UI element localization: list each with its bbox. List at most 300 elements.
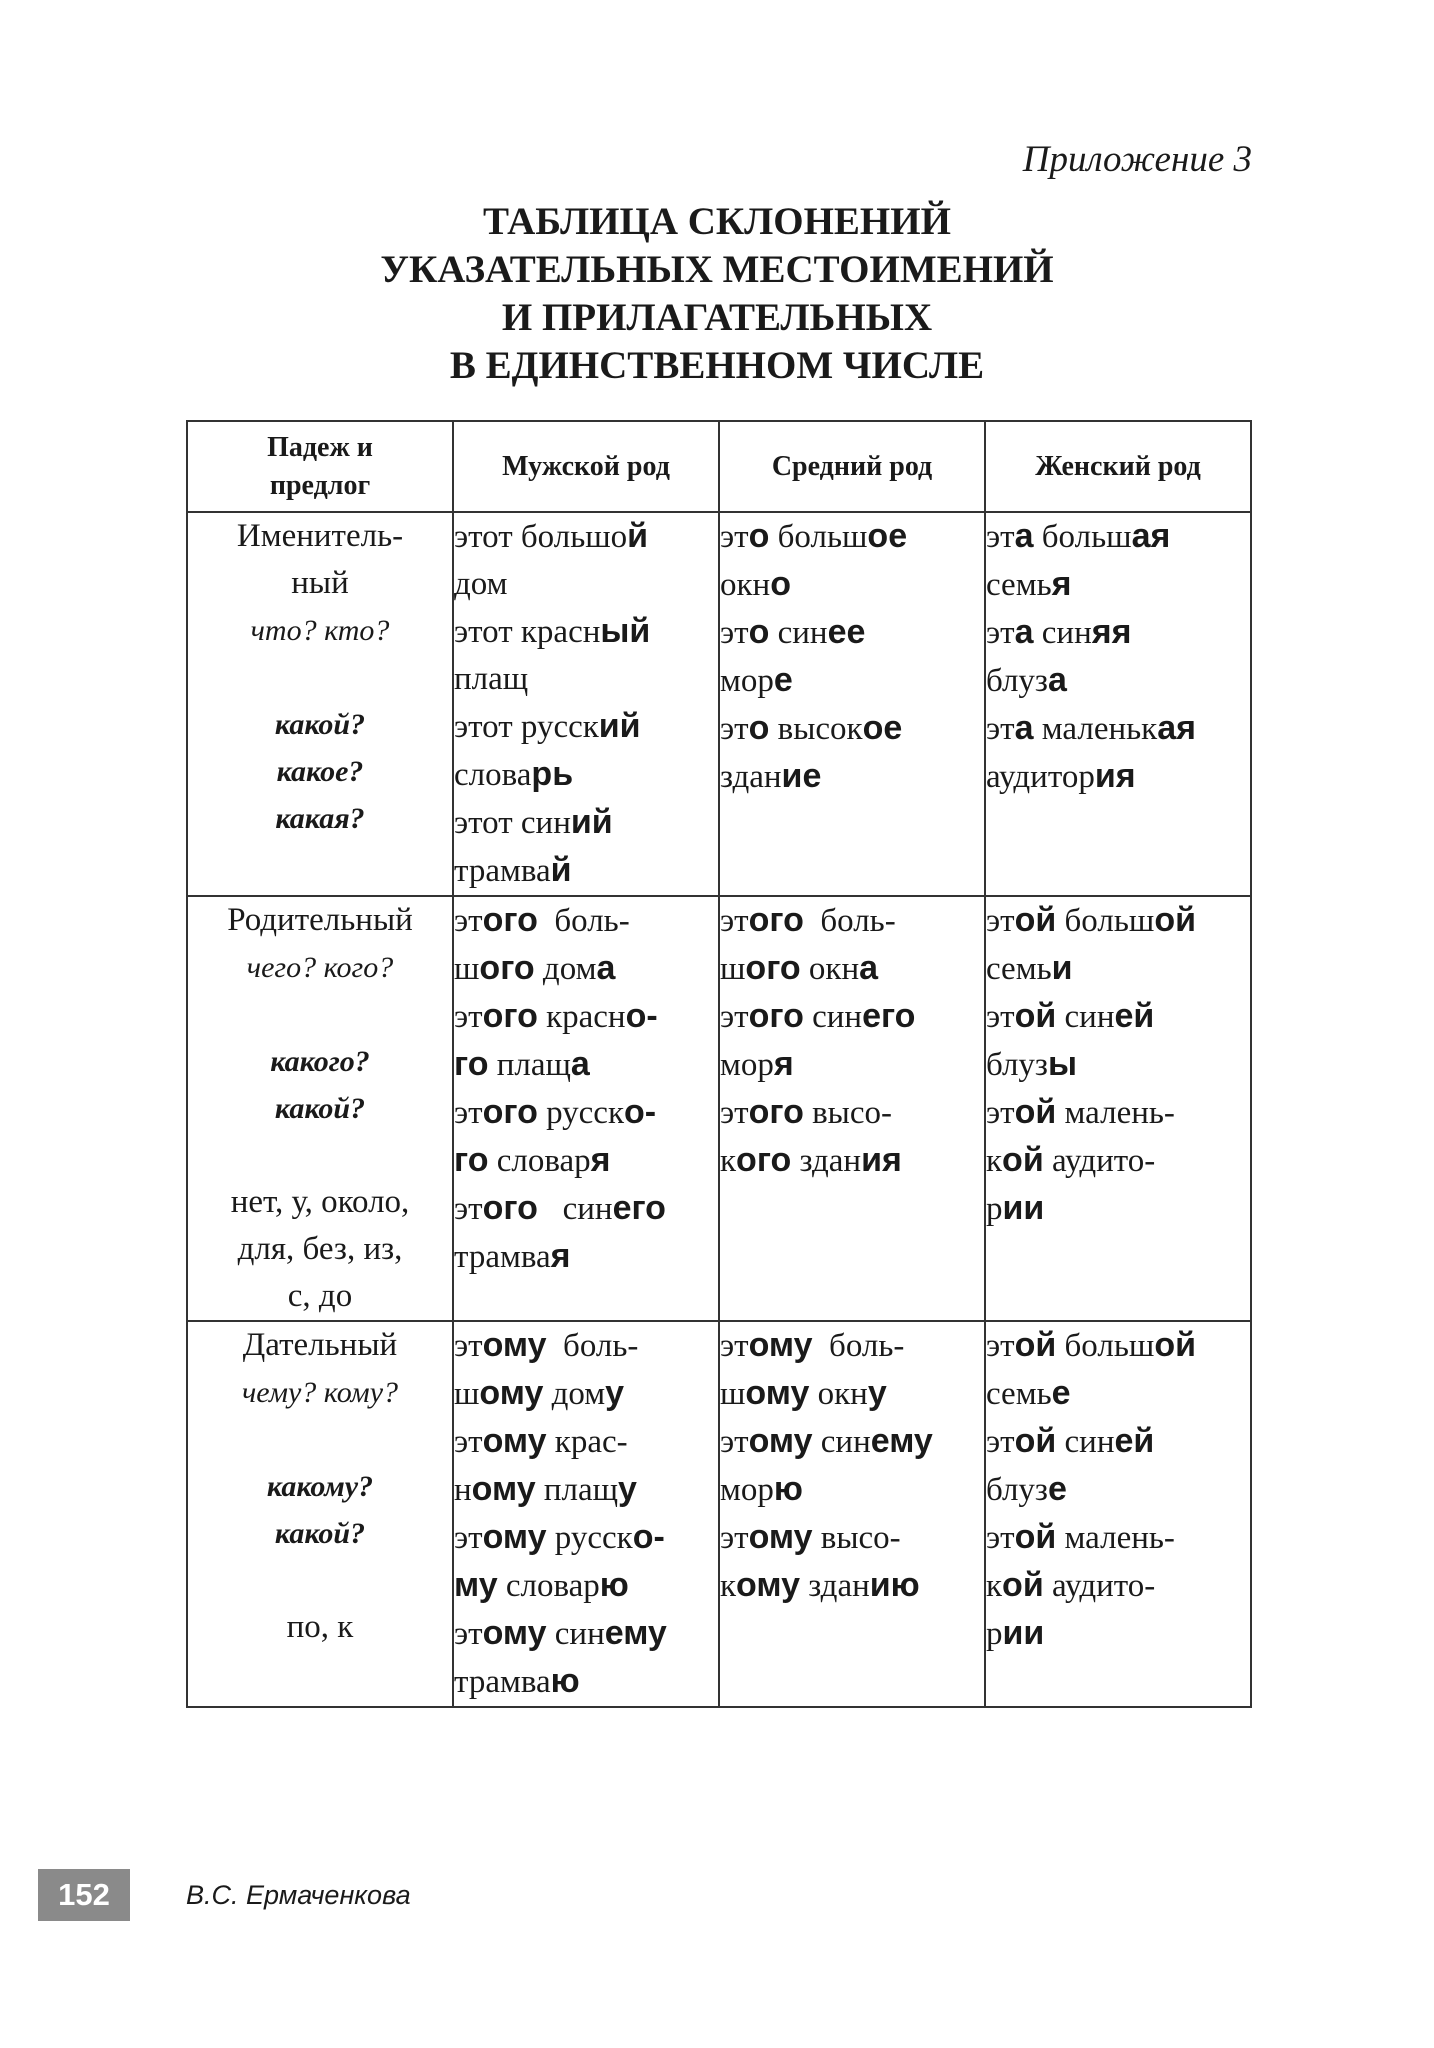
ending-segment: у (867, 1374, 887, 1412)
stem-segment: эт (720, 1095, 749, 1131)
ending-segment: ому (482, 1614, 547, 1652)
ending-segment: у (618, 1470, 637, 1508)
ending-segment: ии (1002, 1189, 1045, 1227)
ending-segment: ой (1014, 1093, 1057, 1131)
ending-segment: ое (867, 517, 908, 555)
stem-segment: плащ (535, 1472, 619, 1508)
form-line (986, 753, 1250, 801)
form-line (454, 1089, 718, 1137)
case-line: по, к (286, 1609, 354, 1645)
case-cell (187, 896, 453, 1321)
stem-segment: эт (720, 999, 749, 1035)
ending-segment: й (627, 517, 649, 555)
ending-segment: му (454, 1566, 498, 1604)
stem-segment: эт (720, 615, 749, 651)
stem-segment: этот русск (454, 709, 599, 745)
stem-segment: здан (791, 1143, 862, 1179)
stem-segment: малень- (1056, 1095, 1175, 1131)
stem-segment: аудитор (986, 759, 1095, 795)
case-line: Родительный (227, 902, 413, 938)
ending-segment: ого (482, 1189, 538, 1227)
stem-segment: ш (454, 1376, 480, 1412)
stem-segment: син (1033, 615, 1092, 651)
ending-segment: ой (1014, 1422, 1057, 1460)
form-line (986, 897, 1250, 945)
stem-segment: трамва (454, 853, 551, 889)
ending-segment: яя (1091, 613, 1132, 651)
stem-segment: эт (986, 1328, 1015, 1364)
case-spacer (188, 1557, 452, 1604)
ending-segment: о- (632, 1518, 665, 1556)
ending-segment: ие (781, 757, 822, 795)
title-line: ТАБЛИЦА СКЛОНЕНИЙ (483, 200, 951, 243)
stem-segment: эт (986, 999, 1015, 1035)
ending-segment: а (1014, 517, 1034, 555)
ending-segment: ой (1014, 1326, 1057, 1364)
ending-segment: ого (745, 949, 801, 987)
declension-table (186, 420, 1252, 1708)
form-line (720, 1089, 984, 1137)
ending-segment: о (748, 709, 770, 747)
stem-segment: этот син (454, 805, 571, 841)
ending-segment: ому (482, 1422, 547, 1460)
stem-segment: син (803, 999, 863, 1035)
ending-segment: е (1051, 1374, 1071, 1412)
form-line (720, 945, 984, 993)
form-line (720, 1137, 984, 1185)
ending-segment: ию (869, 1566, 920, 1604)
form-line (454, 561, 718, 608)
form-line (720, 1041, 984, 1089)
form-line (986, 1370, 1250, 1418)
masculine-forms-cell (453, 512, 719, 896)
form-line (454, 1185, 718, 1233)
ending-segment: ому (482, 1326, 547, 1364)
form-line (454, 1041, 718, 1089)
stem-segment: больш (1033, 519, 1132, 555)
header-case-line: Падеж и (267, 431, 373, 463)
table-header-row (187, 421, 1251, 512)
ending-segment: а (596, 949, 616, 987)
ending-segment: ой (1154, 901, 1196, 939)
ending-segment: ому (482, 1518, 547, 1556)
ending-segment: ому (479, 1374, 544, 1412)
stem-segment: эт (986, 1520, 1015, 1556)
ending-segment: го (454, 1045, 489, 1083)
form-line (986, 1610, 1250, 1658)
stem-segment: красн (537, 999, 626, 1035)
case-line: Именитель- (236, 518, 404, 554)
stem-segment: к (986, 1568, 1003, 1604)
form-line (454, 1658, 718, 1706)
ending-segment: ого (479, 949, 535, 987)
form-line (454, 847, 718, 895)
stem-segment: плащ (488, 1047, 571, 1083)
title-line: И ПРИЛАГАТЕЛЬНЫХ (501, 296, 933, 339)
ending-segment: ы (1047, 1045, 1078, 1083)
form-line (720, 897, 984, 945)
ending-segment: его (612, 1189, 666, 1227)
ending-segment: я (550, 1237, 571, 1275)
stem-segment: ш (720, 951, 746, 987)
form-line (986, 1514, 1250, 1562)
neuter-forms-cell (719, 512, 985, 896)
ending-segment: ого (748, 1093, 804, 1131)
ending-segment: ого (482, 901, 538, 939)
case-line: какой? (274, 1517, 366, 1550)
ending-segment: ого (482, 1093, 538, 1131)
form-line (720, 705, 984, 753)
case-line: для, без, из, (237, 1231, 403, 1267)
ending-segment: ое (862, 709, 903, 747)
form-line (986, 1137, 1250, 1185)
form-line (986, 1466, 1250, 1514)
page-number: 152 (38, 1869, 130, 1921)
form-line (454, 1610, 718, 1658)
ending-segment: ому (745, 1374, 810, 1412)
form-line (720, 1514, 984, 1562)
form-line (986, 513, 1250, 561)
stem-segment: семь (986, 1376, 1052, 1412)
form-line (454, 945, 718, 993)
stem-segment: эт (986, 711, 1015, 747)
ending-segment: ю (599, 1566, 629, 1604)
stem-segment: боль- (537, 903, 630, 939)
form-line (986, 1185, 1250, 1233)
form-line (720, 513, 984, 561)
feminine-forms-cell (985, 512, 1251, 896)
header-case (187, 421, 453, 512)
ending-segment: ой (1014, 997, 1057, 1035)
feminine-forms-cell (985, 1321, 1251, 1707)
stem-segment: аудито- (1043, 1568, 1156, 1604)
title-line: УКАЗАТЕЛЬНЫХ МЕСТОИМЕНИЙ (380, 248, 1054, 291)
header-case-line: предлог (269, 469, 371, 501)
stem-segment: окн (720, 567, 771, 603)
stem-segment: эт (986, 615, 1015, 651)
stem-segment: к (986, 1143, 1003, 1179)
ending-segment: а (1014, 709, 1034, 747)
stem-segment: боль- (546, 1328, 639, 1364)
stem-segment: дом (534, 951, 597, 987)
stem-segment: крас- (546, 1424, 628, 1460)
ending-segment: я (773, 1045, 794, 1083)
stem-segment: эт (454, 1328, 483, 1364)
stem-segment: трамва (454, 1239, 551, 1275)
stem-segment: слова (454, 757, 532, 793)
ending-segment: о (748, 517, 770, 555)
form-line (454, 751, 718, 799)
neuter-forms-cell (719, 1321, 985, 1707)
case-line: какого? (270, 1045, 370, 1078)
stem-segment: р (986, 1191, 1003, 1227)
form-line (720, 753, 984, 801)
ending-segment: го (454, 1141, 489, 1179)
form-line (986, 1418, 1250, 1466)
stem-segment: син (1056, 999, 1115, 1035)
form-line (720, 609, 984, 657)
stem-segment: окн (809, 1376, 868, 1412)
form-line (454, 656, 718, 703)
stem-segment: эт (454, 1095, 483, 1131)
stem-segment: окн (800, 951, 860, 987)
stem-segment: эт (454, 1191, 483, 1227)
case-line: нет, у, около, (230, 1184, 410, 1220)
ending-segment: а (1014, 613, 1034, 651)
ending-segment: ой (1002, 1141, 1044, 1179)
ending-segment: и (1051, 949, 1073, 987)
case-line: ный (291, 565, 349, 601)
stem-segment: мор (720, 663, 774, 699)
form-line (720, 993, 984, 1041)
stem-segment: малень- (1056, 1520, 1175, 1556)
ending-segment: о (748, 613, 770, 651)
stem-segment: эт (454, 999, 483, 1035)
stem-segment: больш (1056, 1328, 1155, 1364)
stem-segment: эт (986, 519, 1015, 555)
ending-segment: ю (550, 1662, 580, 1700)
header-feminine: Женский род (985, 421, 1251, 512)
form-line (454, 608, 718, 656)
ending-segment: ия (861, 1141, 902, 1179)
form-line (720, 1418, 984, 1466)
form-line (986, 561, 1250, 609)
case-line: какое? (276, 755, 364, 788)
stem-segment: маленьк (1033, 711, 1158, 747)
ending-segment: ей (1114, 997, 1155, 1035)
case-line: с, до (287, 1278, 353, 1314)
ending-segment: о- (624, 1093, 657, 1131)
stem-segment: русск (546, 1520, 633, 1556)
stem-segment: эт (986, 903, 1015, 939)
stem-segment: син (537, 1191, 613, 1227)
header-masculine: Мужской род (453, 421, 719, 512)
case-spacer (188, 654, 452, 701)
masculine-forms-cell (453, 1321, 719, 1707)
header-neuter: Средний род (719, 421, 985, 512)
stem-segment: эт (454, 1520, 483, 1556)
case-line: какой? (274, 1092, 366, 1125)
appendix-label: Приложение 3 (1022, 139, 1252, 180)
stem-segment: трамва (454, 1664, 551, 1700)
stem-segment: высо- (812, 1520, 901, 1556)
ending-segment: ый (600, 612, 651, 650)
stem-segment: ш (454, 951, 480, 987)
stem-segment: син (769, 615, 828, 651)
ending-segment: ий (570, 803, 613, 841)
form-line (720, 1322, 984, 1370)
form-line (454, 1137, 718, 1185)
case-line: Дательный (242, 1327, 398, 1363)
stem-segment: эт (454, 1616, 483, 1652)
form-line (720, 561, 984, 609)
ending-segment: ому (748, 1518, 813, 1556)
stem-segment: син (546, 1616, 605, 1652)
stem-segment: эт (720, 519, 749, 555)
stem-segment: н (454, 1472, 472, 1508)
stem-segment: к (720, 1143, 737, 1179)
ending-segment: ой (1002, 1566, 1044, 1604)
ending-segment: о- (625, 997, 658, 1035)
form-line (454, 1233, 718, 1281)
author-name: В.С. Ермаченкова (186, 1880, 411, 1910)
ending-segment: ю (773, 1470, 803, 1508)
stem-segment: словар (488, 1143, 591, 1179)
stem-segment: эт (986, 1095, 1015, 1131)
form-line (454, 1370, 718, 1418)
form-line (720, 657, 984, 705)
stem-segment: мор (720, 1472, 774, 1508)
neuter-forms-cell (719, 896, 985, 1321)
form-line (720, 1562, 984, 1610)
form-line (454, 1418, 718, 1466)
stem-segment: высо- (803, 1095, 892, 1131)
stem-segment: син (1056, 1424, 1115, 1460)
case-spacer (188, 1132, 452, 1179)
stem-segment: эт (454, 1424, 483, 1460)
form-line (720, 1466, 984, 1514)
form-line (986, 1041, 1250, 1089)
stem-segment: боль- (812, 1328, 905, 1364)
stem-segment: дом (454, 566, 508, 602)
stem-segment: блуз (986, 663, 1048, 699)
ending-segment: а (859, 949, 879, 987)
form-line (454, 897, 718, 945)
stem-segment: эт (720, 1328, 749, 1364)
case-line: чему? кому? (241, 1376, 399, 1409)
ending-segment: его (862, 997, 916, 1035)
table-row (187, 1321, 1251, 1707)
form-line (454, 703, 718, 751)
ending-segment: ему (870, 1422, 933, 1460)
stem-segment: этот большо (454, 519, 628, 555)
ending-segment: ому (471, 1470, 536, 1508)
stem-segment: эт (454, 903, 483, 939)
stem-segment: этот красн (454, 614, 601, 650)
form-line (986, 1562, 1250, 1610)
stem-segment: плащ (454, 661, 529, 697)
ending-segment: о (770, 565, 791, 603)
ending-segment: ему (604, 1614, 667, 1652)
stem-segment: здан (799, 1568, 870, 1604)
ending-segment: ому (748, 1422, 813, 1460)
ending-segment: я (1051, 565, 1072, 603)
ending-segment: ии (1002, 1614, 1045, 1652)
stem-segment: син (812, 1424, 871, 1460)
ending-segment: ия (1094, 757, 1136, 795)
ending-segment: е (1047, 1470, 1067, 1508)
ending-segment: й (550, 851, 572, 889)
form-line (454, 1562, 718, 1610)
form-line (986, 609, 1250, 657)
form-line (986, 1089, 1250, 1137)
stem-segment: словар (497, 1568, 600, 1604)
ending-segment: ого (482, 997, 538, 1035)
stem-segment: боль- (803, 903, 896, 939)
stem-segment: семь (986, 951, 1052, 987)
case-cell (187, 1321, 453, 1707)
case-spacer (188, 1416, 452, 1463)
stem-segment: дом (543, 1376, 606, 1412)
stem-segment: ш (720, 1376, 746, 1412)
stem-segment: здан (720, 759, 782, 795)
ending-segment: ой (1154, 1326, 1196, 1364)
stem-segment: к (720, 1568, 737, 1604)
ending-segment: ая (1157, 709, 1196, 747)
table-row (187, 512, 1251, 896)
form-line (986, 1322, 1250, 1370)
stem-segment: мор (720, 1047, 774, 1083)
ending-segment: а (570, 1045, 590, 1083)
case-line: что? кто? (250, 614, 390, 647)
form-line (986, 657, 1250, 705)
form-line (986, 705, 1250, 753)
form-line (454, 799, 718, 847)
stem-segment: аудито- (1043, 1143, 1156, 1179)
form-line (454, 1466, 718, 1514)
form-line (720, 1370, 984, 1418)
ending-segment: ого (748, 997, 804, 1035)
ending-segment: ая (1131, 517, 1171, 555)
stem-segment: р (986, 1616, 1003, 1652)
ending-segment: ой (1014, 1518, 1057, 1556)
ending-segment: рь (531, 755, 574, 793)
form-line (454, 513, 718, 561)
stem-segment: семь (986, 567, 1052, 603)
case-cell (187, 512, 453, 896)
ending-segment: ому (736, 1566, 800, 1604)
case-spacer (188, 991, 452, 1038)
case-line: какой? (274, 708, 366, 741)
ending-segment: ой (1014, 901, 1057, 939)
form-line (986, 945, 1250, 993)
stem-segment: русск (537, 1095, 624, 1131)
ending-segment: ому (748, 1326, 813, 1364)
ending-segment: я (590, 1141, 611, 1179)
case-line: какому? (266, 1470, 374, 1503)
stem-segment: больш (769, 519, 868, 555)
ending-segment: ей (1114, 1422, 1155, 1460)
case-line: чего? кого? (246, 951, 394, 984)
stem-segment: блуз (986, 1472, 1048, 1508)
form-line (986, 993, 1250, 1041)
masculine-forms-cell (453, 896, 719, 1321)
ending-segment: е (773, 661, 793, 699)
form-line (454, 1322, 718, 1370)
ending-segment: ого (748, 901, 804, 939)
form-line (454, 1514, 718, 1562)
ending-segment: а (1047, 661, 1067, 699)
ending-segment: ее (827, 613, 866, 651)
stem-segment: больш (1056, 903, 1155, 939)
stem-segment: эт (720, 903, 749, 939)
ending-segment: у (605, 1374, 625, 1412)
ending-segment: ого (736, 1141, 792, 1179)
stem-segment: эт (720, 1520, 749, 1556)
stem-segment: эт (720, 1424, 749, 1460)
stem-segment: эт (986, 1424, 1015, 1460)
stem-segment: высок (769, 711, 863, 747)
table-row (187, 896, 1251, 1321)
ending-segment: ий (598, 707, 641, 745)
stem-segment: блуз (986, 1047, 1048, 1083)
page-title (0, 198, 1434, 390)
form-line (454, 993, 718, 1041)
title-line: В ЕДИНСТВЕННОМ ЧИСЛЕ (449, 344, 985, 387)
feminine-forms-cell (985, 896, 1251, 1321)
stem-segment: эт (720, 711, 749, 747)
case-line: какая? (275, 802, 365, 835)
